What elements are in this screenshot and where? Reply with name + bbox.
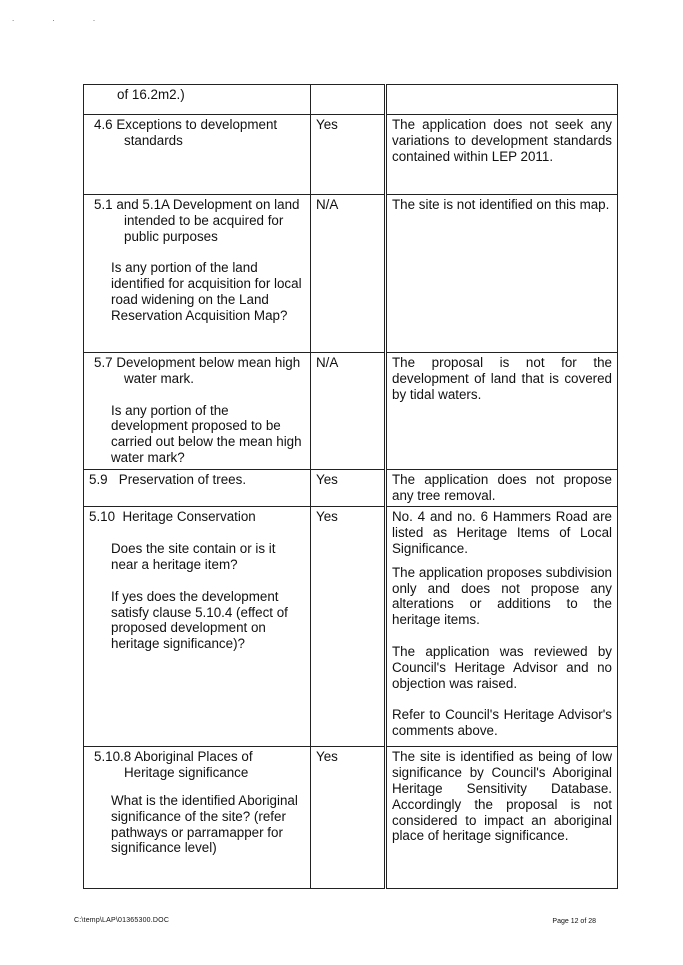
clause-title: 4.6 Exceptions to development standards: [94, 117, 278, 148]
footer-page-number: Page 12 of 28: [552, 918, 596, 925]
comment-paragraph: The application does not seek any variations to development standards contained within LEP 2011.: [392, 117, 612, 164]
assessment-table: [83, 84, 618, 889]
comment-cell: [386, 195, 618, 353]
comment-paragraph: The site is identified as being of low significance by Council's Aboriginal Heritage Sensitivity Database. Accordingly the proposal is not considered to impact an aboriginal place of heritage significance.: [392, 749, 612, 844]
clause-cell: 5.9 Preservation of trees.: [84, 469, 311, 507]
clause-cell: [84, 195, 311, 353]
clause-cell: [84, 747, 311, 889]
comment-paragraph: The proposal is not for the development of land that is covered by tidal waters.: [392, 355, 612, 402]
table-row: [84, 115, 618, 195]
footer-file-path: C:\temp\LAP\01365300.DOC: [74, 917, 170, 924]
comment-paragraph: Refer to Council's Heritage Advisor's comments above.: [392, 707, 612, 739]
table-row: [84, 469, 618, 507]
clause-question: Is any portion of the development proposed to be carried out below the mean high water mark?: [111, 402, 302, 465]
status-cell: [311, 85, 386, 115]
comment-cell: [386, 747, 618, 889]
clause-question: What is the identified Aboriginal significance of the site? (refer pathways or parramapper for significance level): [111, 792, 298, 856]
comment-cell: [386, 507, 618, 747]
status-cell: Yes: [311, 507, 386, 747]
comment-paragraph: The application proposes subdivision only and does not propose any alterations or additions to the heritage items.: [392, 564, 612, 628]
clause-question: Does the site contain or is it near a heritage item?: [111, 541, 276, 572]
table-row: [84, 507, 618, 747]
scan-marks: . . .: [12, 14, 114, 23]
clause-question: Is any portion of the land identified for acquisition for local road widening on the Land Reservation Acquisition Map?: [111, 260, 302, 323]
comment-cell: [386, 469, 618, 507]
comment-cell: [386, 85, 618, 115]
table-row: [84, 353, 618, 470]
clause-title: 5.1 and 5.1A Development on land intended to be acquired for public purposes: [94, 197, 300, 244]
comment-paragraph: The application does not propose any tree removal.: [392, 471, 612, 503]
comment-cell: [386, 353, 618, 470]
clause-cell: [84, 507, 311, 747]
clause-cell: [84, 353, 311, 470]
status-cell: N/A: [311, 353, 386, 470]
table-row: [84, 195, 618, 353]
clause-title: 5.10.8 Aboriginal Places of Heritage significance: [94, 749, 253, 781]
status-cell: Yes: [311, 747, 386, 889]
table-row: [84, 747, 618, 889]
clause-title: 5.7 Development below mean high water mark.: [94, 355, 301, 386]
comment-paragraph: The application was reviewed by Council's Heritage Advisor and no objection was raised.: [392, 643, 612, 691]
table-row: [84, 85, 618, 115]
comment-paragraph: No. 4 and no. 6 Hammers Road are listed as Heritage Items of Local Significance.: [392, 509, 612, 556]
status-cell: N/A: [311, 195, 386, 353]
comment-cell: [386, 115, 618, 195]
status-cell: Yes: [311, 115, 386, 195]
clause-question: If yes does the development satisfy clause 5.10.4 (effect of proposed development on heritage significance)?: [111, 588, 288, 652]
clause-cell: [84, 115, 311, 195]
status-cell: Yes: [311, 469, 386, 507]
clause-cell: of 16.2m2.): [84, 85, 311, 115]
comment-paragraph: The site is not identified on this map.: [392, 197, 610, 212]
clause-title: 5.10 Heritage Conservation: [89, 509, 256, 525]
